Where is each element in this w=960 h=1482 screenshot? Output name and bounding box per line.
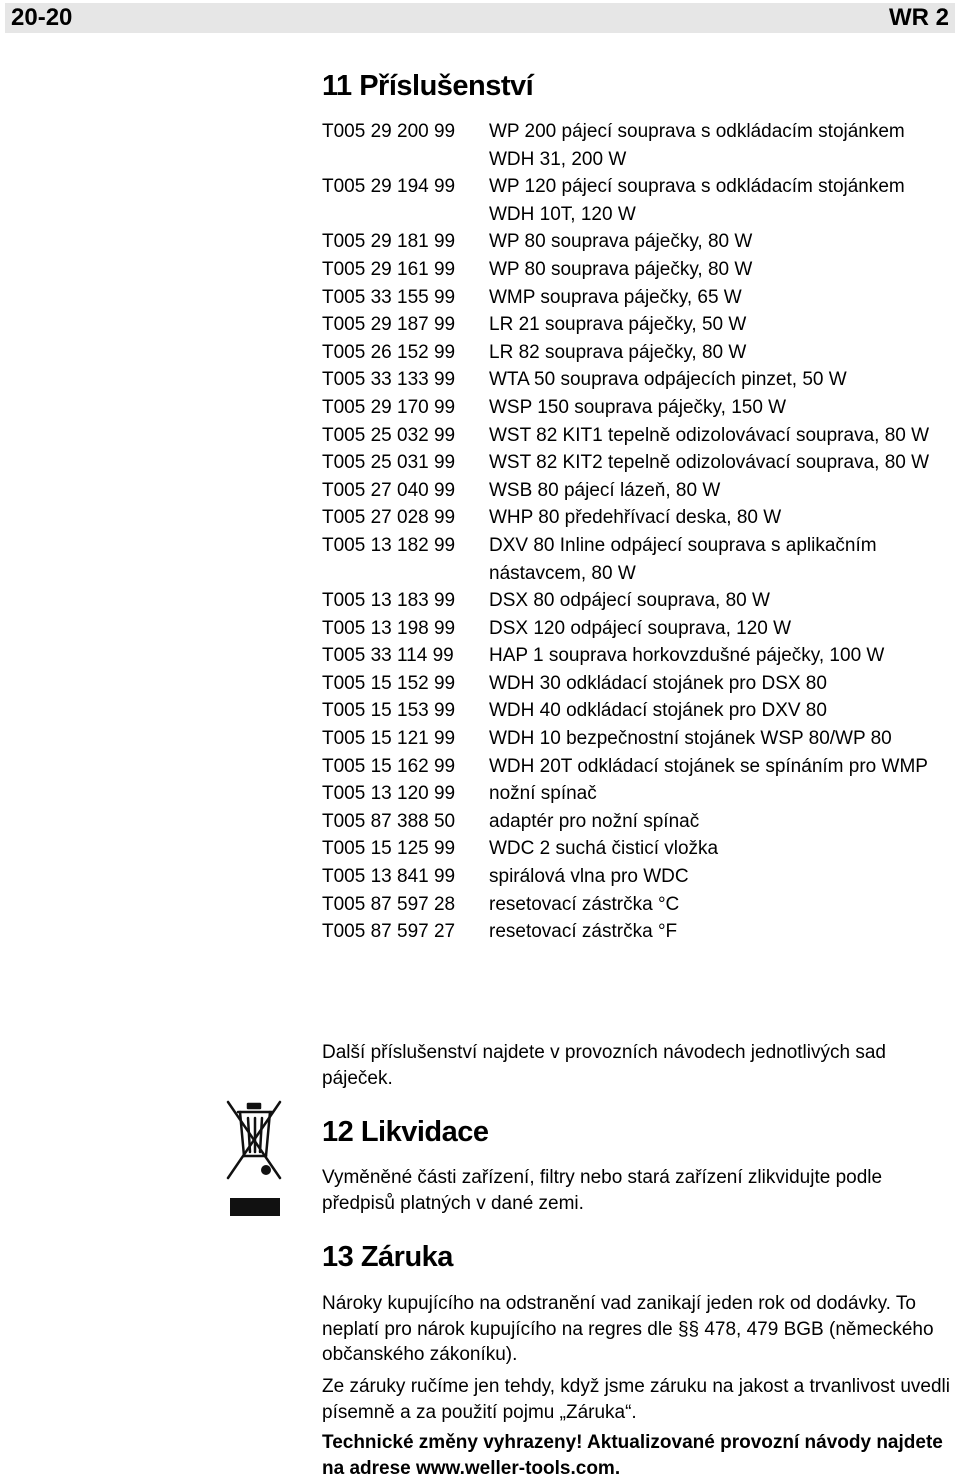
page-number: 20-20 (11, 4, 73, 31)
accessory-description: HAP 1 souprava horkovzdušné páječky, 100 W (489, 645, 885, 667)
accessory-code: T005 25 032 99 (322, 424, 456, 446)
accessories-list (322, 118, 954, 946)
accessory-code: T005 13 182 99 (322, 534, 456, 556)
accessory-row (322, 339, 954, 367)
accessory-description: WDH 30 odkládací stojánek pro DSX 80 (489, 672, 827, 694)
crossed-out-wheelie-bin-icon (226, 1098, 282, 1220)
warranty-paragraph-2: Ze záruky ručíme jen tehdy, když jsme záruku na jakost a trvanlivost uvedli písemně a za použití pojmu „Záruka“. (322, 1376, 950, 1423)
accessory-description: DSX 120 odpájecí souprava, 120 W (489, 617, 792, 639)
disposal-text: Vyměněné části zařízení, filtry nebo stará zařízení zlikvidujte podle předpisů platných v dané zemi. (322, 1167, 883, 1214)
accessory-row (322, 532, 954, 587)
accessory-row (322, 615, 954, 643)
accessory-row (322, 918, 954, 946)
document-title: WR 2 (889, 4, 949, 31)
accessory-row (322, 642, 954, 670)
accessory-row (322, 670, 954, 698)
accessory-description: nožní spínač (489, 783, 597, 805)
accessory-row (322, 891, 954, 919)
accessory-row (322, 422, 954, 450)
accessory-row (322, 477, 954, 505)
section-heading-disposal: 12 Likvidace (322, 1116, 489, 1148)
warranty-paragraph-1: Nároky kupujícího na odstranění vad zanikají jeden rok od dodávky. To neplatí pro nárok kupujícího na regres dle §§ 478, 479 BGB (německého občanského zákoníku). (322, 1293, 934, 1365)
accessory-code: T005 15 162 99 (322, 755, 456, 777)
accessory-row (322, 725, 954, 753)
accessory-code: T005 13 120 99 (322, 783, 456, 805)
accessory-row (322, 394, 954, 422)
accessory-code: T005 15 125 99 (322, 838, 456, 860)
accessory-code: T005 13 841 99 (322, 866, 456, 888)
accessory-description: WHP 80 předehřívací deska, 80 W (489, 507, 782, 529)
accessory-code: T005 33 114 99 (322, 645, 454, 667)
accessory-code: T005 33 155 99 (322, 286, 456, 308)
accessory-code: T005 29 194 99 (322, 176, 456, 198)
accessory-description: DSX 80 odpájecí souprava, 80 W (489, 590, 770, 612)
accessory-row (322, 835, 954, 863)
accessory-code: T005 13 183 99 (322, 590, 456, 612)
accessory-row (322, 863, 954, 891)
accessory-description: DXV 80 Inline odpájecí souprava s aplikačním nástavcem, 80 W (489, 534, 877, 584)
accessory-row (322, 311, 954, 339)
accessory-code: T005 33 133 99 (322, 369, 456, 391)
accessory-code: T005 29 170 99 (322, 396, 456, 418)
more-accessories-text: Další příslušenství najdete v provozních návodech jednotlivých sad páječek. (322, 1042, 886, 1089)
accessory-row (322, 808, 954, 836)
accessory-code: T005 29 161 99 (322, 258, 456, 280)
accessory-description: LR 21 souprava páječky, 50 W (489, 314, 747, 336)
accessory-description: WP 200 pájecí souprava s odkládacím stojánkem WDH 31, 200 W (489, 121, 905, 170)
accessory-row (322, 118, 954, 173)
accessory-row (322, 753, 954, 781)
accessory-description: WST 82 KIT1 tepelně odizolovávací souprava, 80 W (489, 424, 930, 446)
accessory-code: T005 87 597 28 (322, 893, 456, 915)
accessory-row (322, 366, 954, 394)
accessory-description: WP 80 souprava páječky, 80 W (489, 258, 753, 280)
accessory-code: T005 25 031 99 (322, 452, 456, 474)
accessory-row (322, 228, 954, 256)
accessory-code: T005 27 040 99 (322, 479, 456, 501)
accessory-description: LR 82 souprava páječky, 80 W (489, 341, 747, 363)
accessory-description: adaptér pro nožní spínač (489, 810, 700, 832)
accessory-description: WSB 80 pájecí lázeň, 80 W (489, 479, 721, 501)
accessory-row (322, 504, 954, 532)
accessory-code: T005 87 597 27 (322, 921, 456, 943)
accessory-description: resetovací zástrčka °C (489, 893, 680, 915)
accessory-row (322, 587, 954, 615)
accessory-row (322, 173, 954, 228)
accessory-description: WDH 20T odkládací stojánek se spínáním pro WMP (489, 755, 928, 777)
accessory-code: T005 29 181 99 (322, 231, 456, 253)
accessory-code: T005 29 187 99 (322, 314, 456, 336)
accessory-description: WP 120 pájecí souprava s odkládacím stojánkem WDH 10T, 120 W (489, 176, 905, 225)
accessory-description: spirálová vlna pro WDC (489, 866, 689, 888)
accessory-row (322, 780, 954, 808)
accessory-code: T005 15 121 99 (322, 728, 456, 750)
section-heading-warranty: 13 Záruka (322, 1241, 453, 1273)
accessory-description: WTA 50 souprava odpájecích pinzet, 50 W (489, 369, 847, 391)
accessory-row (322, 697, 954, 725)
accessory-row (322, 284, 954, 312)
accessory-description: resetovací zástrčka °F (489, 921, 678, 943)
technical-changes-notice: Technické změny vyhrazeny! Aktualizované provozní návody najdete na adrese www.weller-tools.com. (322, 1432, 943, 1479)
accessory-code: T005 26 152 99 (322, 341, 456, 363)
accessory-description: WDH 10 bezpečnostní stojánek WSP 80/WP 80 (489, 728, 892, 750)
accessory-code: T005 15 152 99 (322, 672, 456, 694)
accessory-row (322, 256, 954, 284)
accessory-description: WDC 2 suchá čisticí vložka (489, 838, 719, 860)
accessory-code: T005 15 153 99 (322, 700, 456, 722)
accessory-code: T005 13 198 99 (322, 617, 456, 639)
accessory-description: WSP 150 souprava páječky, 150 W (489, 396, 787, 418)
accessory-description: WMP souprava páječky, 65 W (489, 286, 742, 308)
accessory-code: T005 87 388 50 (322, 810, 456, 832)
accessory-code: T005 29 200 99 (322, 121, 456, 142)
page-header (5, 3, 955, 33)
accessory-description: WP 80 souprava páječky, 80 W (489, 231, 753, 253)
accessory-description: WDH 40 odkládací stojánek pro DXV 80 (489, 700, 827, 722)
accessory-row (322, 449, 954, 477)
accessory-description: WST 82 KIT2 tepelně odizolovávací souprava, 80 W (489, 452, 930, 474)
accessory-code: T005 27 028 99 (322, 507, 456, 529)
section-heading-accessories: 11 Příslušenství (322, 70, 534, 102)
